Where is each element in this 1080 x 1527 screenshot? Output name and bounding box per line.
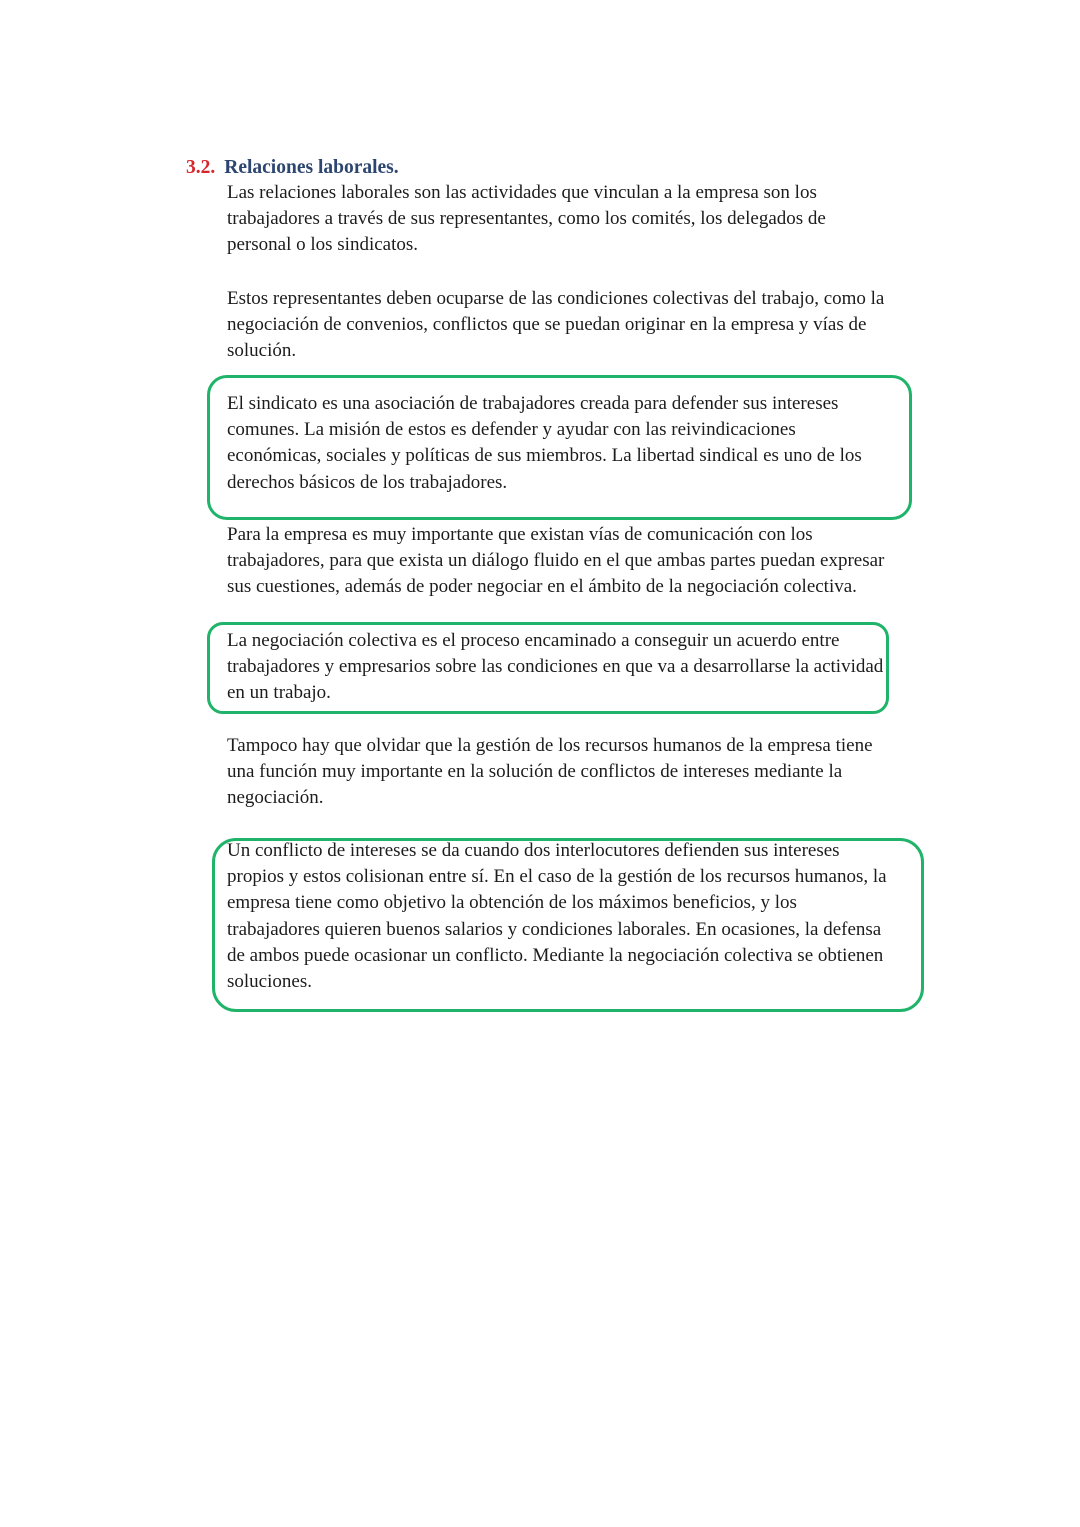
text-line: La negociación colectiva es el proceso encaminado a conseguir un acuerdo entre	[227, 630, 840, 651]
section-number: 3.2.	[186, 157, 216, 178]
text-line: personal o los sindicatos.	[227, 234, 419, 256]
text-line: propios y estos colisionan entre sí. En el caso de la gestión de los recursos humanos, la	[227, 866, 887, 888]
paragraph-comunicacion	[227, 522, 927, 601]
text-line: trabajadores quieren buenos salarios y condiciones laborales. En ocasiones, la defensa	[227, 918, 882, 940]
section-title: Relaciones laborales.	[224, 157, 399, 178]
paragraph-negociacion-colectiva	[227, 628, 927, 707]
text-line: comunes. La misión de estos es defender y ayudar con las reivindicaciones	[227, 419, 796, 441]
text-line: soluciones.	[227, 971, 312, 993]
text-line: trabajadores y empresarios sobre las condiciones en que va a desarrollarse la actividad	[227, 656, 884, 678]
text-line: derechos básicos de los trabajadores.	[227, 471, 508, 493]
paragraph-gestion-rrhh	[227, 733, 927, 812]
text-line: Tampoco hay que olvidar que la gestión de los recursos humanos de la empresa tiene	[227, 735, 873, 756]
text-line: en un trabajo.	[227, 682, 331, 704]
text-line: Estos representantes deben ocuparse de las condiciones colectivas del trabajo, como la	[227, 288, 885, 309]
text-line: El sindicato es una asociación de trabajadores creada para defender sus intereses	[227, 393, 839, 414]
text-line: Para la empresa es muy importante que existan vías de comunicación con los	[227, 524, 813, 545]
text-line: una función muy importante en la solución de conflictos de intereses mediante la	[227, 761, 843, 783]
text-line: negociación.	[227, 787, 324, 809]
paragraph-representantes	[227, 286, 927, 365]
paragraph-relaciones-laborales	[227, 180, 927, 259]
text-line: trabajadores a través de sus representantes, como los comités, los delegados de	[227, 208, 826, 230]
text-line: sus cuestiones, además de poder negociar en el ámbito de la negociación colectiva.	[227, 576, 857, 598]
text-line: Las relaciones laborales son las actividades que vinculan a la empresa son los	[227, 182, 817, 203]
paragraph-sindicato	[227, 391, 927, 496]
text-line: solución.	[227, 340, 297, 362]
section-heading	[186, 155, 399, 181]
text-line: negociación de convenios, conflictos que se puedan originar en la empresa y vías de	[227, 314, 867, 336]
text-line: Un conflicto de intereses se da cuando dos interlocutores defienden sus intereses	[227, 840, 840, 861]
text-line: de ambos puede ocasionar un conflicto. Mediante la negociación colectiva se obtienen	[227, 944, 884, 966]
text-line: trabajadores, para que exista un diálogo fluido en el que ambas partes puedan expresar	[227, 550, 885, 572]
text-line: empresa tiene como objetivo la obtención de los máximos beneficios, y los	[227, 892, 797, 914]
paragraph-conflicto-intereses	[227, 838, 927, 995]
text-line: económicas, sociales y políticas de sus miembros. La libertad sindical es uno de los	[227, 445, 862, 467]
